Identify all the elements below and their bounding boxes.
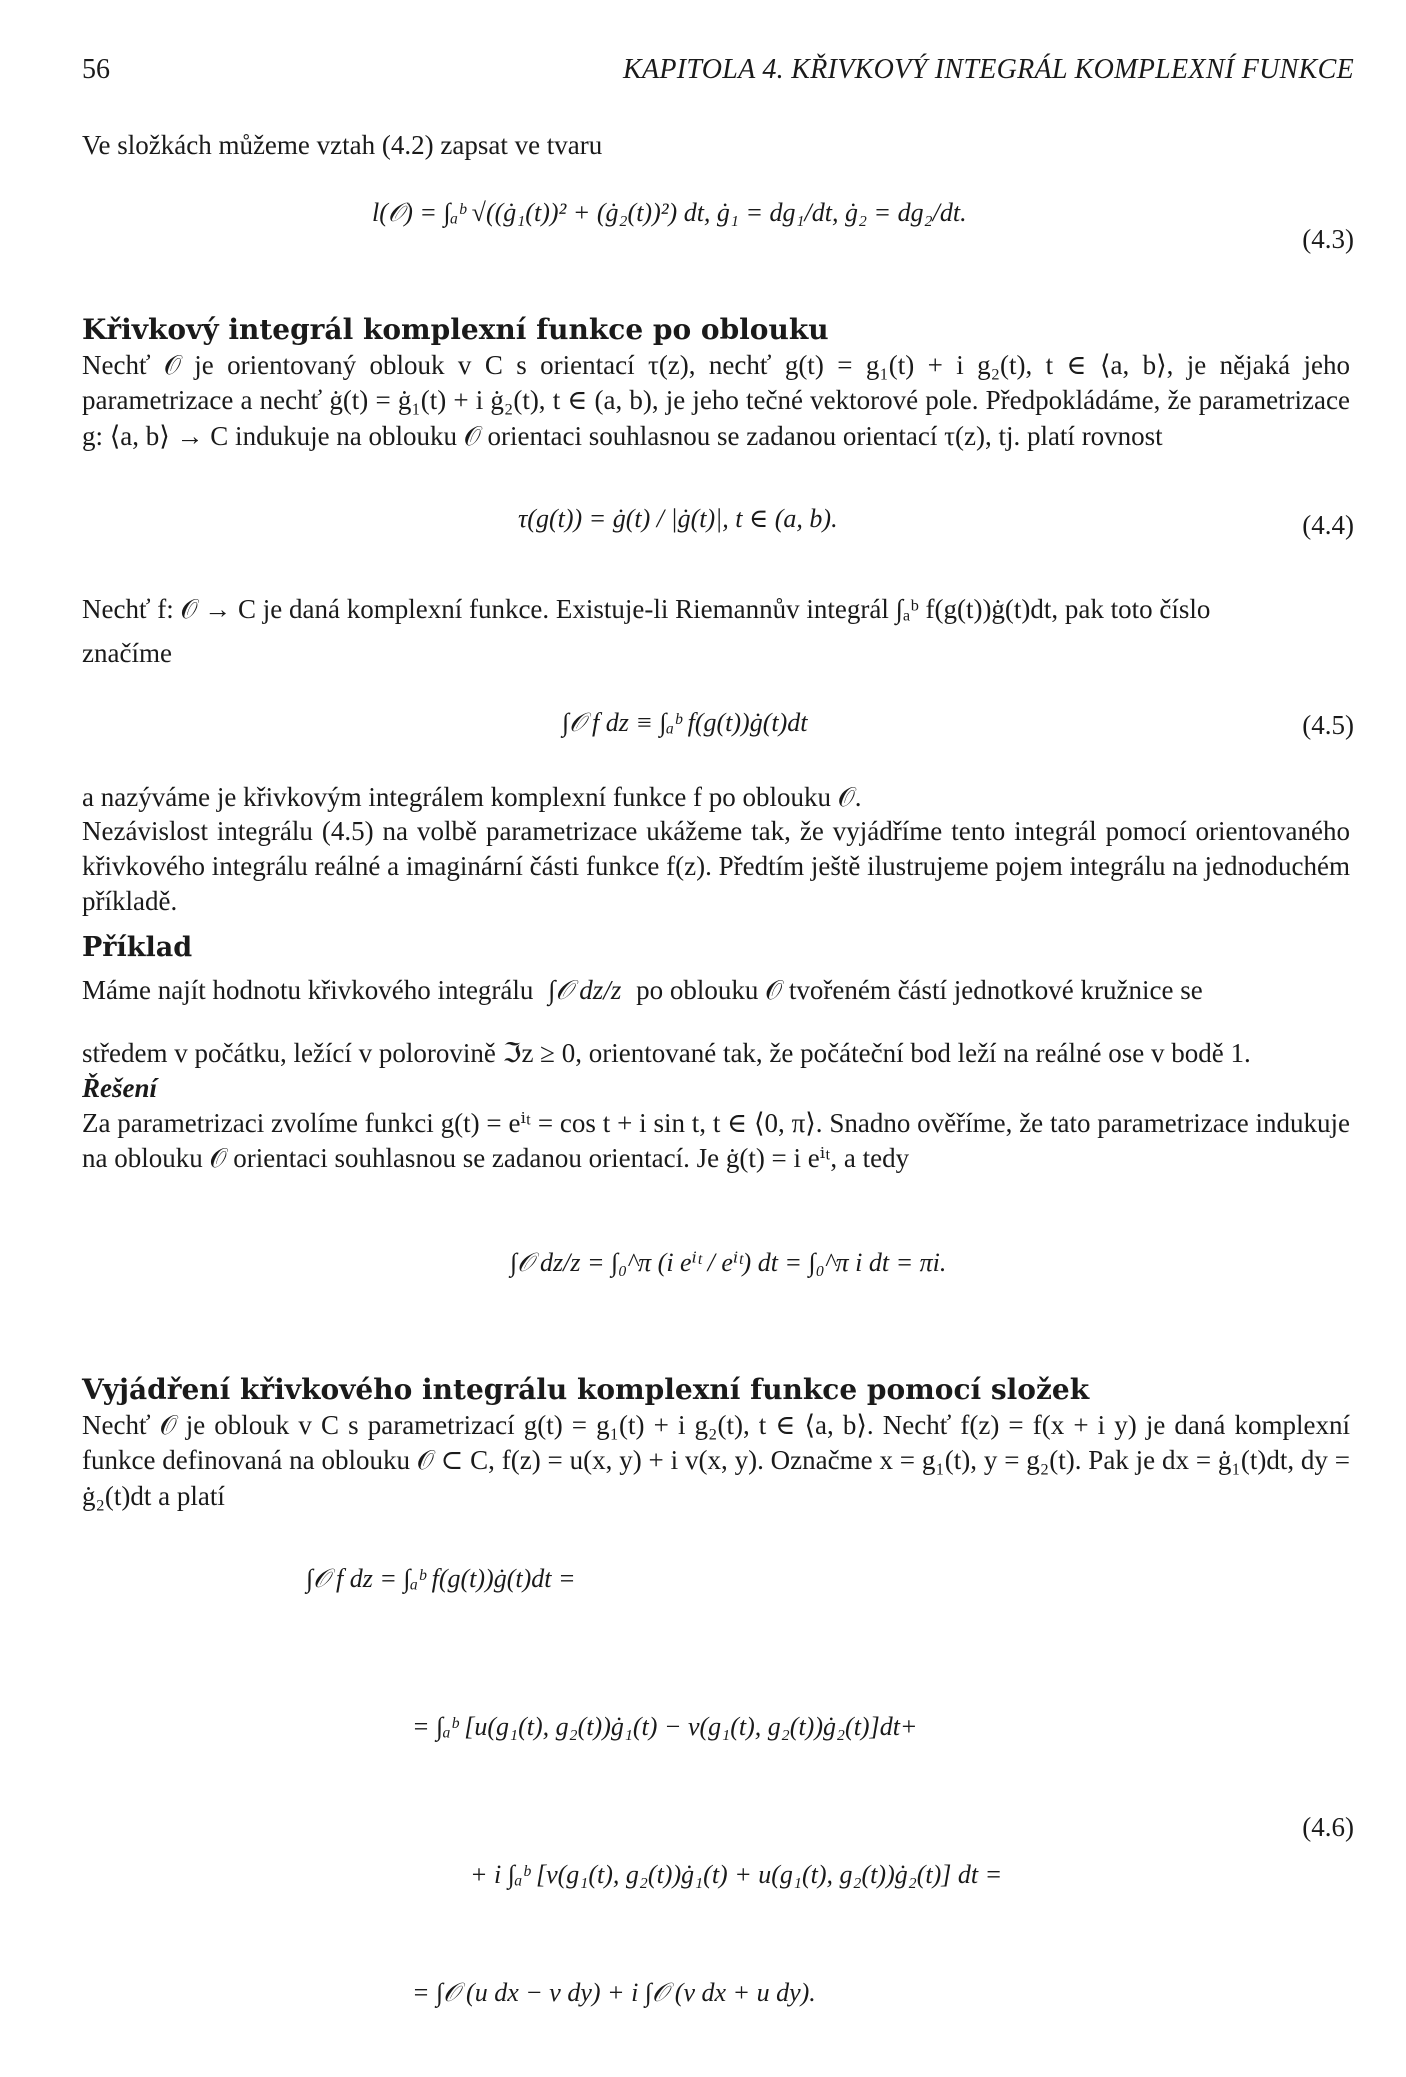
- section-1-heading: Křivkový integrál komplexní funkce po oblouku: [82, 313, 829, 346]
- example-heading: Příklad: [82, 932, 193, 963]
- example-integral: ∫𝒪 dz/z: [548, 975, 622, 1006]
- equation-4-4: τ(g(t)) = ġ(t) / |ġ(t)|, t ∈ (a, b).: [518, 504, 838, 533]
- section-2: [82, 1372, 1350, 1514]
- equation-number-4-3: (4.3): [1302, 224, 1354, 254]
- solution-heading: Řešení: [82, 1073, 158, 1104]
- solution-text: Za parametrizaci zvolíme funkci g(t) = eⁱᵗ = cos t + i sin t, t ∈ ⟨0, π⟩. Snadno ověříme, že tato parametrizace indukuje na oblouku 𝒪 orientaci souhlasnou se zadanou orientací. Je ġ(t) = i eⁱᵗ, a tedy: [82, 1108, 1350, 1174]
- section-2-heading: Vyjádření křivkového integrálu komplexní funkce pomocí složek: [82, 1373, 1090, 1406]
- section-2-paragraph: Nechť 𝒪 je oblouk v C s parametrizací g(t) = g₁(t) + i g₂(t), t ∈ ⟨a, b⟩. Nechť f(z) = f(x + i y) je daná komplexní funkce definovaná na oblouku 𝒪 ⊂ C, f(z) = u(x, y) + i v(x, y). Označme x = g₁(t), y = g₂(t). Pak je dx = ġ₁(t)dt, dy = ġ₂(t)dt a platí: [82, 1410, 1350, 1511]
- solution-result: ∫𝒪 dz/z = ∫₀^π (i eⁱᵗ / eⁱᵗ) dt = ∫₀^π i dt = πi.: [510, 1248, 947, 1277]
- equation-4-6-line-4: = ∫𝒪 (u dx − v dy) + i ∫𝒪 (v dx + u dy).: [412, 1978, 816, 2007]
- section-1-paragraph: Nechť 𝒪 je orientovaný oblouk v C s orientací τ(z), nechť g(t) = g₁(t) + i g₂(t), t ∈ ⟨a, b⟩, je nějaká jeho parametrizace a nechť ġ(t) = ġ₁(t) + i ġ₂(t), t ∈ (a, b), je jeho tečné vektorové pole. Předpokládáme, že parametrizace g: ⟨a, b⟩ → C indukuje na oblouku 𝒪 orientaci souhlasnou se zadanou orientací τ(z), tj. platí rovnost: [82, 350, 1350, 451]
- equation-number-4-6: (4.6): [1302, 1812, 1354, 1842]
- equation-4-6-line-2: = ∫ₐᵇ [u(g₁(t), g₂(t))ġ₁(t) − v(g₁(t), g₂(t))ġ₂(t)]dt+: [412, 1712, 918, 1741]
- section-1-paragraph-2: Nechť f: 𝒪 → C je daná komplexní funkce. Existuje-li Riemannův integrál ∫ₐᵇ f(g(t))ġ(t)dt, pak toto číslo: [82, 594, 1211, 624]
- equation-number-4-4: (4.4): [1302, 510, 1354, 540]
- example-block: [82, 930, 1350, 1177]
- section-1-paragraph-2b: značíme: [82, 638, 172, 668]
- example-task-text-c: středem v počátku, ležící v polorovině ℑz ≥ 0, orientované tak, že počáteční bod leží na reálné ose v bodě 1.: [82, 1038, 1251, 1069]
- equation-4-3: l(𝒪) = ∫ₐᵇ √((ġ₁(t))² + (ġ₂(t))²) dt, ġ₁ = dg₁/dt, ġ₂ = dg₂/dt.: [372, 198, 967, 227]
- section-1: [82, 312, 1350, 454]
- section-1-paragraph-3: a nazýváme je křivkovým integrálem komplexní funkce f po oblouku 𝒪.: [82, 782, 862, 812]
- section-1-paragraph-4: Nezávislost integrálu (4.5) na volbě parametrizace ukážeme tak, že vyjádříme tento integrál pomocí orientovaného křivkového integrálu reálné a imaginární části funkce f(z). Předtím ještě ilustrujeme pojem integrálu na jednoduchém příkladě.: [82, 816, 1350, 917]
- page-header: [82, 52, 1354, 92]
- equation-4-6-line-3: + i ∫ₐᵇ [v(g₁(t), g₂(t))ġ₁(t) + u(g₁(t), g₂(t))ġ₂(t)] dt =: [470, 1860, 1003, 1889]
- equation-4-6-line-1: ∫𝒪 f dz = ∫ₐᵇ f(g(t))ġ(t)dt =: [306, 1564, 576, 1593]
- example-task-line: [82, 973, 1350, 1008]
- running-title: KAPITOLA 4. KŘIVKOVÝ INTEGRÁL KOMPLEXNÍ FUNKCE: [623, 54, 1354, 85]
- equation-4-5: ∫𝒪 f dz ≡ ∫ₐᵇ f(g(t))ġ(t)dt: [562, 708, 808, 737]
- page-number: 56: [82, 54, 110, 85]
- equation-number-4-5: (4.5): [1302, 710, 1354, 740]
- intro-line: Ve složkách můžeme vztah (4.2) zapsat ve tvaru: [82, 130, 603, 160]
- example-task-text-a: Máme najít hodnotu křivkového integrálu: [82, 975, 534, 1006]
- example-task-text-b: po oblouku 𝒪 tvořeném částí jednotkové kružnice se: [636, 975, 1203, 1006]
